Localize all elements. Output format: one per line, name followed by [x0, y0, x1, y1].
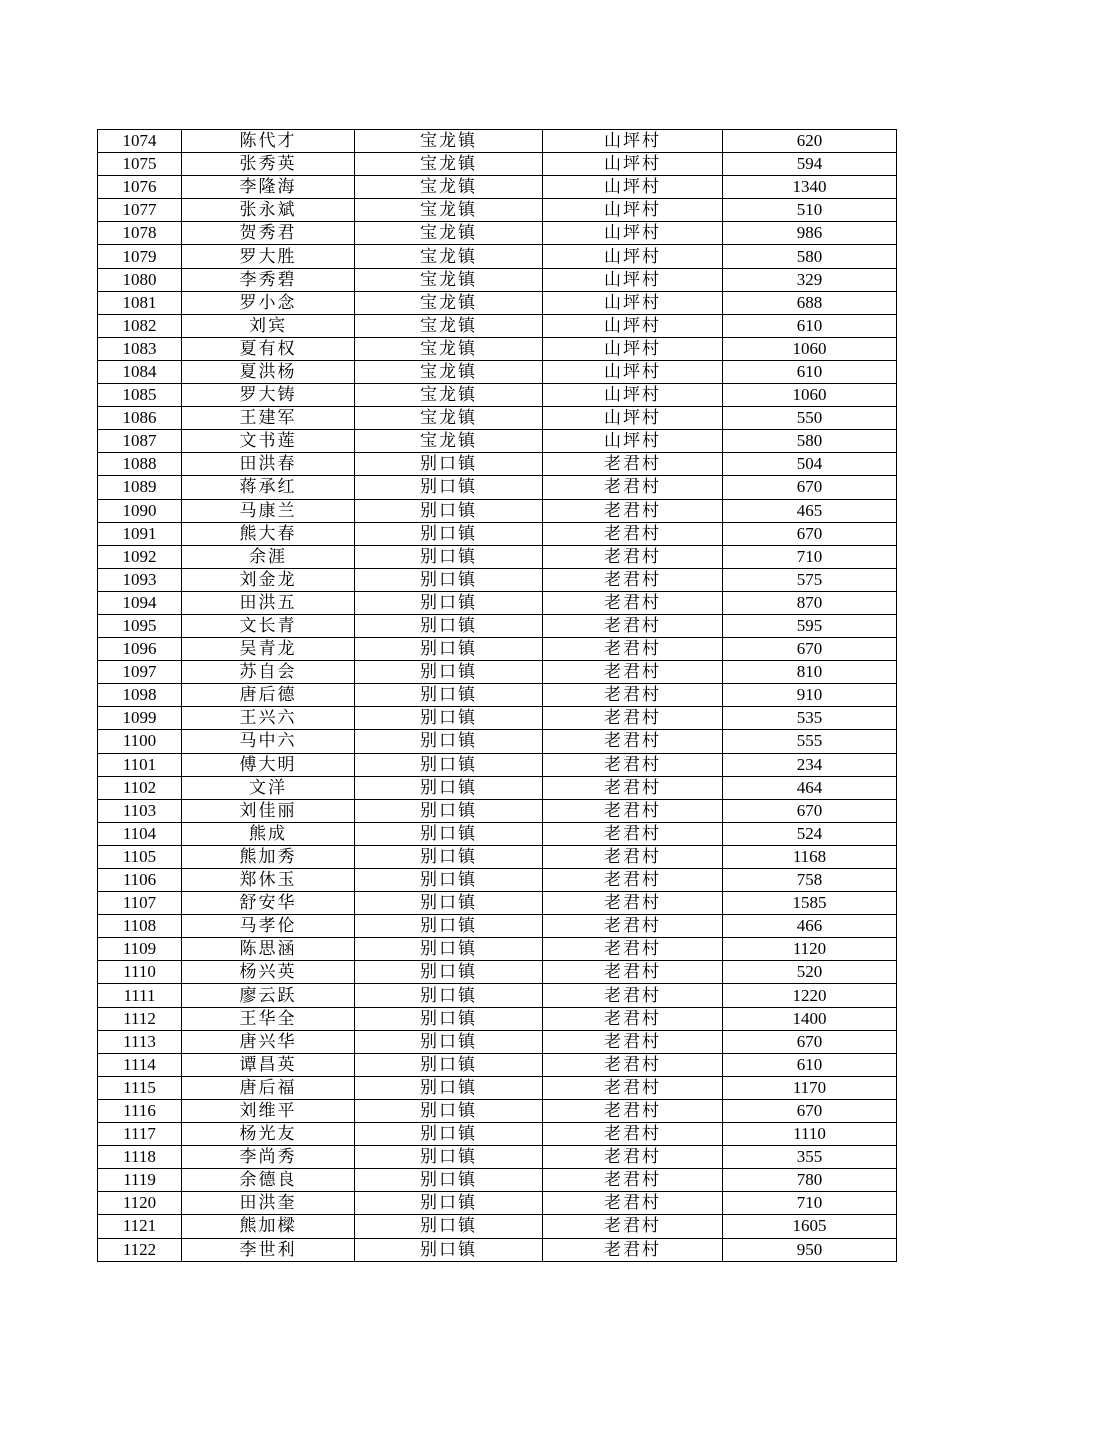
- cell-id: 1105: [98, 845, 182, 868]
- cell-id: 1078: [98, 222, 182, 245]
- cell-village: 老君村: [543, 638, 723, 661]
- cell-name: 田洪奎: [182, 1192, 355, 1215]
- cell-name: 王建军: [182, 407, 355, 430]
- table-row: [98, 522, 897, 545]
- cell-town: 宝龙镇: [355, 337, 543, 360]
- cell-amount: 1170: [723, 1076, 897, 1099]
- cell-name: 张永斌: [182, 199, 355, 222]
- table-row: [98, 222, 897, 245]
- cell-id: 1112: [98, 1007, 182, 1030]
- cell-id: 1074: [98, 130, 182, 153]
- cell-name: 傅大明: [182, 753, 355, 776]
- cell-id: 1096: [98, 638, 182, 661]
- cell-amount: 355: [723, 1146, 897, 1169]
- cell-village: 老君村: [543, 822, 723, 845]
- cell-amount: 465: [723, 499, 897, 522]
- cell-amount: 466: [723, 915, 897, 938]
- cell-amount: 594: [723, 153, 897, 176]
- cell-town: 别口镇: [355, 1215, 543, 1238]
- cell-town: 别口镇: [355, 614, 543, 637]
- cell-town: 别口镇: [355, 1146, 543, 1169]
- table-row: [98, 822, 897, 845]
- cell-village: 老君村: [543, 568, 723, 591]
- table-row: [98, 1215, 897, 1238]
- cell-amount: 670: [723, 476, 897, 499]
- cell-town: 别口镇: [355, 753, 543, 776]
- table-row: [98, 799, 897, 822]
- cell-village: 老君村: [543, 453, 723, 476]
- cell-id: 1079: [98, 245, 182, 268]
- cell-id: 1116: [98, 1099, 182, 1122]
- cell-village: 山坪村: [543, 222, 723, 245]
- cell-village: 老君村: [543, 707, 723, 730]
- cell-town: 宝龙镇: [355, 291, 543, 314]
- cell-town: 别口镇: [355, 453, 543, 476]
- cell-town: 别口镇: [355, 1007, 543, 1030]
- cell-town: 别口镇: [355, 1099, 543, 1122]
- cell-town: 别口镇: [355, 1238, 543, 1261]
- cell-village: 老君村: [543, 1053, 723, 1076]
- cell-name: 谭昌英: [182, 1053, 355, 1076]
- cell-name: 李尚秀: [182, 1146, 355, 1169]
- cell-id: 1099: [98, 707, 182, 730]
- table-row: [98, 1192, 897, 1215]
- cell-town: 别口镇: [355, 822, 543, 845]
- cell-village: 山坪村: [543, 199, 723, 222]
- cell-village: 山坪村: [543, 153, 723, 176]
- cell-id: 1086: [98, 407, 182, 430]
- data-table: [97, 129, 897, 1262]
- table-row: [98, 1238, 897, 1261]
- cell-amount: 670: [723, 638, 897, 661]
- cell-name: 夏有权: [182, 337, 355, 360]
- table-row: [98, 476, 897, 499]
- cell-amount: 1220: [723, 984, 897, 1007]
- cell-amount: 610: [723, 1053, 897, 1076]
- table-row: [98, 176, 897, 199]
- table-row: [98, 1076, 897, 1099]
- table-row: [98, 245, 897, 268]
- cell-village: 老君村: [543, 730, 723, 753]
- cell-name: 王华全: [182, 1007, 355, 1030]
- cell-village: 老君村: [543, 1215, 723, 1238]
- cell-amount: 1060: [723, 337, 897, 360]
- cell-village: 老君村: [543, 1076, 723, 1099]
- cell-amount: 1605: [723, 1215, 897, 1238]
- table-row: [98, 661, 897, 684]
- table-row: [98, 845, 897, 868]
- cell-village: 老君村: [543, 915, 723, 938]
- cell-village: 老君村: [543, 753, 723, 776]
- cell-village: 老君村: [543, 984, 723, 1007]
- cell-town: 宝龙镇: [355, 314, 543, 337]
- cell-name: 文书莲: [182, 430, 355, 453]
- cell-village: 老君村: [543, 892, 723, 915]
- table-row: [98, 453, 897, 476]
- cell-town: 别口镇: [355, 638, 543, 661]
- cell-name: 陈思涵: [182, 938, 355, 961]
- cell-id: 1077: [98, 199, 182, 222]
- cell-village: 山坪村: [543, 176, 723, 199]
- table-row: [98, 869, 897, 892]
- cell-town: 别口镇: [355, 892, 543, 915]
- cell-id: 1104: [98, 822, 182, 845]
- cell-amount: 464: [723, 776, 897, 799]
- cell-id: 1094: [98, 591, 182, 614]
- cell-village: 老君村: [543, 776, 723, 799]
- table-row: [98, 199, 897, 222]
- cell-town: 宝龙镇: [355, 130, 543, 153]
- cell-id: 1109: [98, 938, 182, 961]
- cell-village: 老君村: [543, 614, 723, 637]
- cell-name: 吴青龙: [182, 638, 355, 661]
- cell-village: 山坪村: [543, 337, 723, 360]
- table-row: [98, 1030, 897, 1053]
- cell-id: 1097: [98, 661, 182, 684]
- cell-town: 宝龙镇: [355, 222, 543, 245]
- cell-amount: 670: [723, 522, 897, 545]
- cell-id: 1115: [98, 1076, 182, 1099]
- cell-name: 刘金龙: [182, 568, 355, 591]
- cell-name: 田洪春: [182, 453, 355, 476]
- cell-id: 1093: [98, 568, 182, 591]
- cell-town: 别口镇: [355, 661, 543, 684]
- cell-village: 山坪村: [543, 430, 723, 453]
- cell-amount: 234: [723, 753, 897, 776]
- cell-town: 宝龙镇: [355, 268, 543, 291]
- cell-name: 张秀英: [182, 153, 355, 176]
- cell-amount: 1340: [723, 176, 897, 199]
- cell-id: 1101: [98, 753, 182, 776]
- cell-name: 舒安华: [182, 892, 355, 915]
- table-row: [98, 684, 897, 707]
- cell-amount: 1110: [723, 1123, 897, 1146]
- cell-id: 1085: [98, 384, 182, 407]
- cell-amount: 524: [723, 822, 897, 845]
- table-row: [98, 730, 897, 753]
- cell-amount: 1585: [723, 892, 897, 915]
- cell-id: 1075: [98, 153, 182, 176]
- cell-amount: 580: [723, 245, 897, 268]
- cell-town: 别口镇: [355, 1030, 543, 1053]
- cell-name: 夏洪杨: [182, 360, 355, 383]
- table-row: [98, 130, 897, 153]
- cell-village: 老君村: [543, 522, 723, 545]
- cell-id: 1088: [98, 453, 182, 476]
- cell-id: 1118: [98, 1146, 182, 1169]
- table-row: [98, 984, 897, 1007]
- cell-amount: 710: [723, 545, 897, 568]
- cell-id: 1083: [98, 337, 182, 360]
- cell-town: 宝龙镇: [355, 153, 543, 176]
- cell-village: 老君村: [543, 961, 723, 984]
- cell-town: 别口镇: [355, 869, 543, 892]
- cell-town: 别口镇: [355, 522, 543, 545]
- cell-name: 罗大胜: [182, 245, 355, 268]
- cell-amount: 504: [723, 453, 897, 476]
- cell-name: 刘宾: [182, 314, 355, 337]
- cell-name: 刘维平: [182, 1099, 355, 1122]
- cell-amount: 620: [723, 130, 897, 153]
- cell-village: 老君村: [543, 684, 723, 707]
- cell-village: 老君村: [543, 1007, 723, 1030]
- cell-name: 熊成: [182, 822, 355, 845]
- cell-id: 1081: [98, 291, 182, 314]
- cell-id: 1107: [98, 892, 182, 915]
- cell-amount: 510: [723, 199, 897, 222]
- cell-amount: 670: [723, 1030, 897, 1053]
- cell-id: 1111: [98, 984, 182, 1007]
- cell-amount: 670: [723, 799, 897, 822]
- cell-id: 1102: [98, 776, 182, 799]
- cell-amount: 550: [723, 407, 897, 430]
- cell-name: 马康兰: [182, 499, 355, 522]
- table-row: [98, 707, 897, 730]
- cell-village: 老君村: [543, 1169, 723, 1192]
- cell-name: 王兴六: [182, 707, 355, 730]
- cell-name: 李秀碧: [182, 268, 355, 291]
- cell-name: 郑休玉: [182, 869, 355, 892]
- cell-id: 1119: [98, 1169, 182, 1192]
- table-row: [98, 1169, 897, 1192]
- cell-town: 别口镇: [355, 499, 543, 522]
- cell-id: 1106: [98, 869, 182, 892]
- cell-name: 文长青: [182, 614, 355, 637]
- cell-id: 1095: [98, 614, 182, 637]
- cell-id: 1087: [98, 430, 182, 453]
- cell-village: 山坪村: [543, 130, 723, 153]
- cell-town: 别口镇: [355, 799, 543, 822]
- table-row: [98, 753, 897, 776]
- cell-town: 别口镇: [355, 938, 543, 961]
- cell-name: 刘佳丽: [182, 799, 355, 822]
- cell-amount: 1060: [723, 384, 897, 407]
- cell-town: 别口镇: [355, 707, 543, 730]
- cell-id: 1110: [98, 961, 182, 984]
- cell-id: 1103: [98, 799, 182, 822]
- cell-village: 老君村: [543, 1238, 723, 1261]
- cell-amount: 780: [723, 1169, 897, 1192]
- table-row: [98, 915, 897, 938]
- cell-village: 山坪村: [543, 384, 723, 407]
- cell-town: 别口镇: [355, 476, 543, 499]
- cell-name: 杨光友: [182, 1123, 355, 1146]
- cell-village: 山坪村: [543, 314, 723, 337]
- cell-village: 山坪村: [543, 360, 723, 383]
- cell-name: 余涯: [182, 545, 355, 568]
- cell-village: 老君村: [543, 869, 723, 892]
- cell-town: 宝龙镇: [355, 176, 543, 199]
- cell-amount: 555: [723, 730, 897, 753]
- cell-town: 别口镇: [355, 961, 543, 984]
- cell-village: 老君村: [543, 545, 723, 568]
- cell-town: 宝龙镇: [355, 430, 543, 453]
- cell-id: 1080: [98, 268, 182, 291]
- cell-name: 熊加樑: [182, 1215, 355, 1238]
- cell-village: 老君村: [543, 1099, 723, 1122]
- cell-town: 宝龙镇: [355, 407, 543, 430]
- cell-name: 李隆海: [182, 176, 355, 199]
- table-row: [98, 892, 897, 915]
- cell-amount: 1168: [723, 845, 897, 868]
- cell-amount: 595: [723, 614, 897, 637]
- cell-name: 李世利: [182, 1238, 355, 1261]
- cell-village: 老君村: [543, 476, 723, 499]
- cell-amount: 535: [723, 707, 897, 730]
- table-row: [98, 1123, 897, 1146]
- cell-village: 山坪村: [543, 291, 723, 314]
- cell-name: 唐后福: [182, 1076, 355, 1099]
- cell-town: 宝龙镇: [355, 360, 543, 383]
- cell-amount: 950: [723, 1238, 897, 1261]
- table-row: [98, 1146, 897, 1169]
- cell-town: 别口镇: [355, 1192, 543, 1215]
- table-row: [98, 1099, 897, 1122]
- cell-name: 唐兴华: [182, 1030, 355, 1053]
- cell-village: 山坪村: [543, 268, 723, 291]
- cell-name: 苏自会: [182, 661, 355, 684]
- cell-amount: 610: [723, 360, 897, 383]
- cell-amount: 758: [723, 869, 897, 892]
- table-row: [98, 337, 897, 360]
- cell-id: 1114: [98, 1053, 182, 1076]
- cell-name: 马中六: [182, 730, 355, 753]
- table-row: [98, 430, 897, 453]
- cell-name: 陈代才: [182, 130, 355, 153]
- cell-village: 老君村: [543, 1192, 723, 1215]
- cell-village: 老君村: [543, 938, 723, 961]
- cell-name: 唐后德: [182, 684, 355, 707]
- cell-amount: 910: [723, 684, 897, 707]
- cell-id: 1089: [98, 476, 182, 499]
- cell-name: 蒋承红: [182, 476, 355, 499]
- cell-amount: 520: [723, 961, 897, 984]
- cell-village: 老君村: [543, 1123, 723, 1146]
- cell-town: 别口镇: [355, 776, 543, 799]
- cell-id: 1082: [98, 314, 182, 337]
- table-row: [98, 153, 897, 176]
- cell-town: 别口镇: [355, 1053, 543, 1076]
- cell-village: 山坪村: [543, 407, 723, 430]
- cell-name: 罗大铸: [182, 384, 355, 407]
- cell-town: 别口镇: [355, 545, 543, 568]
- cell-town: 别口镇: [355, 1169, 543, 1192]
- cell-village: 老君村: [543, 1030, 723, 1053]
- cell-id: 1076: [98, 176, 182, 199]
- cell-village: 老君村: [543, 799, 723, 822]
- table-row: [98, 1007, 897, 1030]
- cell-town: 别口镇: [355, 1076, 543, 1099]
- cell-amount: 1120: [723, 938, 897, 961]
- table-row: [98, 776, 897, 799]
- table-row: [98, 499, 897, 522]
- cell-amount: 670: [723, 1099, 897, 1122]
- cell-amount: 610: [723, 314, 897, 337]
- cell-name: 田洪五: [182, 591, 355, 614]
- cell-name: 贺秀君: [182, 222, 355, 245]
- cell-id: 1084: [98, 360, 182, 383]
- cell-amount: 1400: [723, 1007, 897, 1030]
- cell-id: 1098: [98, 684, 182, 707]
- cell-town: 宝龙镇: [355, 245, 543, 268]
- cell-town: 别口镇: [355, 568, 543, 591]
- cell-id: 1090: [98, 499, 182, 522]
- table-row: [98, 614, 897, 637]
- cell-id: 1108: [98, 915, 182, 938]
- cell-village: 老君村: [543, 499, 723, 522]
- cell-amount: 329: [723, 268, 897, 291]
- cell-amount: 688: [723, 291, 897, 314]
- cell-amount: 810: [723, 661, 897, 684]
- cell-town: 宝龙镇: [355, 384, 543, 407]
- cell-id: 1113: [98, 1030, 182, 1053]
- table-row: [98, 268, 897, 291]
- table-row: [98, 1053, 897, 1076]
- cell-id: 1092: [98, 545, 182, 568]
- cell-id: 1121: [98, 1215, 182, 1238]
- table-row: [98, 407, 897, 430]
- table-row: [98, 591, 897, 614]
- cell-amount: 870: [723, 591, 897, 614]
- table-row: [98, 384, 897, 407]
- cell-town: 别口镇: [355, 591, 543, 614]
- cell-amount: 575: [723, 568, 897, 591]
- cell-town: 别口镇: [355, 984, 543, 1007]
- cell-town: 别口镇: [355, 730, 543, 753]
- cell-village: 山坪村: [543, 245, 723, 268]
- table-row: [98, 291, 897, 314]
- cell-name: 罗小念: [182, 291, 355, 314]
- table-row: [98, 938, 897, 961]
- cell-id: 1100: [98, 730, 182, 753]
- cell-id: 1120: [98, 1192, 182, 1215]
- table-row: [98, 638, 897, 661]
- cell-amount: 710: [723, 1192, 897, 1215]
- cell-village: 老君村: [543, 591, 723, 614]
- table-row: [98, 568, 897, 591]
- cell-name: 马孝伦: [182, 915, 355, 938]
- table-row: [98, 314, 897, 337]
- cell-id: 1117: [98, 1123, 182, 1146]
- cell-name: 余德良: [182, 1169, 355, 1192]
- cell-town: 别口镇: [355, 915, 543, 938]
- cell-name: 杨兴英: [182, 961, 355, 984]
- cell-town: 别口镇: [355, 1123, 543, 1146]
- cell-town: 别口镇: [355, 684, 543, 707]
- cell-village: 老君村: [543, 1146, 723, 1169]
- table-body: [98, 130, 897, 1262]
- cell-village: 老君村: [543, 845, 723, 868]
- cell-town: 宝龙镇: [355, 199, 543, 222]
- cell-amount: 986: [723, 222, 897, 245]
- cell-village: 老君村: [543, 661, 723, 684]
- cell-name: 熊大春: [182, 522, 355, 545]
- table-row: [98, 545, 897, 568]
- table-row: [98, 961, 897, 984]
- cell-name: 文洋: [182, 776, 355, 799]
- cell-town: 别口镇: [355, 845, 543, 868]
- cell-id: 1122: [98, 1238, 182, 1261]
- cell-name: 熊加秀: [182, 845, 355, 868]
- cell-id: 1091: [98, 522, 182, 545]
- cell-name: 廖云跃: [182, 984, 355, 1007]
- cell-amount: 580: [723, 430, 897, 453]
- table-row: [98, 360, 897, 383]
